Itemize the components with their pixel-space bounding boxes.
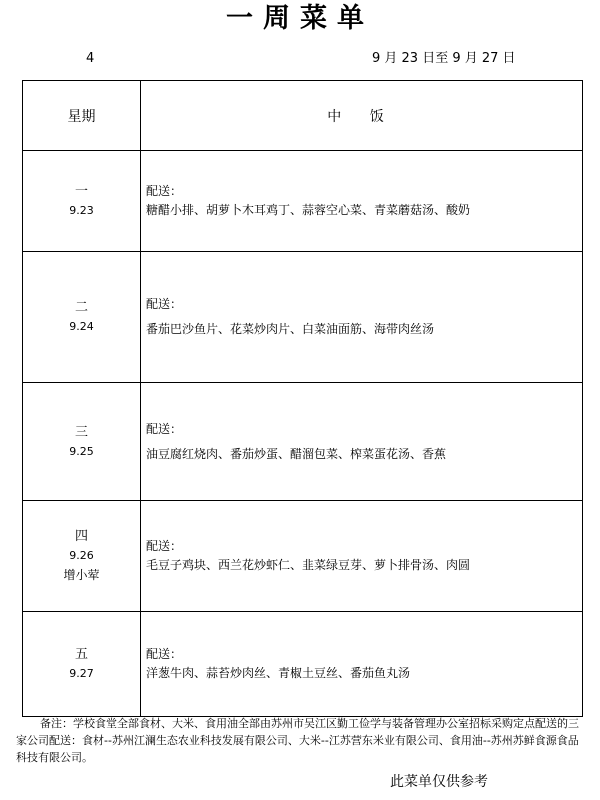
day-name: 一: [74, 184, 88, 199]
day-cell: [23, 252, 141, 383]
page-title: 一周菜单: [226, 3, 374, 34]
dishes-text: 油豆腐红烧肉、番茄炒蛋、醋溜包菜、榨菜蛋花汤、香蕉: [146, 446, 447, 461]
day-cell: [23, 612, 141, 717]
day-cell: [23, 501, 141, 612]
table-row-friday: [23, 612, 583, 717]
day-note: 增小荤: [63, 568, 100, 582]
lunch-cell: [141, 151, 583, 252]
table-header-row: [23, 81, 583, 151]
day-date: 9.24: [69, 320, 94, 333]
day-name: 三: [74, 424, 88, 440]
day-date: 9.27: [69, 667, 94, 680]
header-day: 星期: [23, 81, 141, 151]
lunch-cell: [141, 501, 583, 612]
day-date: 9.25: [69, 444, 94, 458]
delivery-label: 配送：: [146, 421, 183, 436]
day-date: 9.23: [69, 204, 94, 217]
dishes-text: 糖醋小排、胡萝卜木耳鸡丁、蒜蓉空心菜、青菜蘑菇汤、酸奶: [146, 203, 471, 217]
day-cell: [23, 383, 141, 501]
lunch-cell: [141, 252, 583, 383]
dishes-text: 洋葱牛肉、蒜苔炒肉丝、青椒土豆丝、番茄鱼丸汤: [146, 666, 411, 680]
footer-disclaimer: 此菜单仅供参考: [390, 774, 488, 790]
day-name: 四: [74, 529, 88, 544]
lunch-cell: [141, 383, 583, 501]
delivery-label: 配送：: [146, 184, 183, 198]
delivery-label: 配送：: [146, 647, 183, 661]
day-name: 五: [74, 647, 88, 662]
week-number: 4: [86, 51, 95, 66]
day-cell: [23, 151, 141, 252]
lunch-cell: [141, 612, 583, 717]
table-row-monday: [23, 151, 583, 252]
delivery-label: 配送：: [146, 539, 183, 553]
remarks-note: 备注：学校食堂全部食材、大米、食用油全部由苏州市吴江区勤工俭学与装备管理办公室招标采购定点配送的三家公司配送：食材--苏州江澜生态农业科技发展有限公司、大米--江苏营东米业有限公司、食用油--苏州苏鲜食源食品科技有限公司。: [16, 717, 579, 764]
table-row-thursday: [23, 501, 583, 612]
table-row-tuesday: [23, 252, 583, 383]
table-row-wednesday: [23, 383, 583, 501]
dishes-text: 番茄巴沙鱼片、花菜炒肉片、白菜油面筋、海带肉丝汤: [146, 322, 435, 336]
dishes-text: 毛豆子鸡块、西兰花炒虾仁、韭菜绿豆芽、萝卜排骨汤、肉圆: [146, 558, 471, 572]
header-lunch: 中 饭: [141, 81, 583, 151]
day-name: 二: [74, 300, 88, 315]
delivery-label: 配送：: [146, 297, 183, 311]
date-range: 9 月 23 日至 9 月 27 日: [372, 51, 516, 66]
menu-table: [22, 80, 583, 717]
day-date: 9.26: [69, 549, 94, 562]
